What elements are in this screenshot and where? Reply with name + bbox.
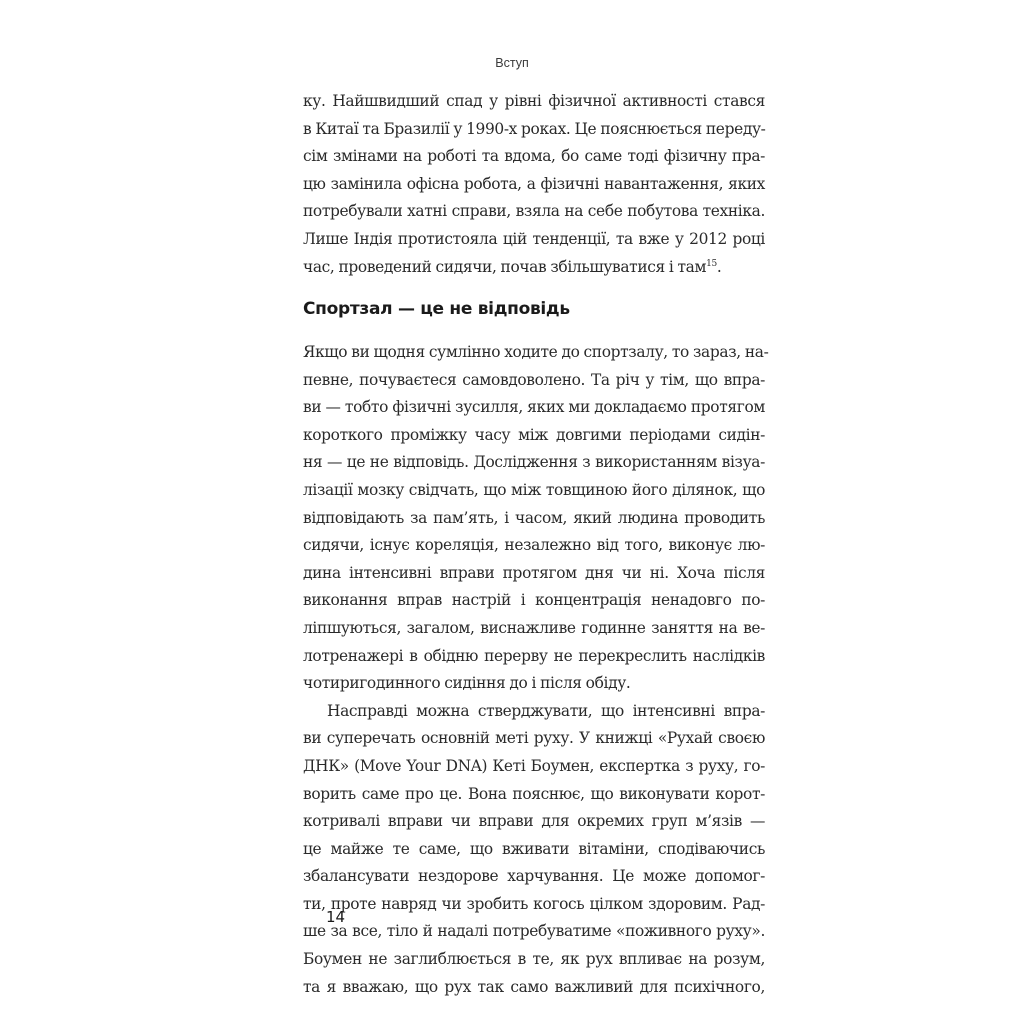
page-number: 14 (326, 908, 346, 926)
text-line: ви суперечать основній меті руху. У книжці «Рухай своєю (303, 729, 765, 748)
text-line: короткого проміжку часу між довгими періодами сидін- (303, 425, 765, 444)
text-line: ня — це не відповідь. Дослідження з використанням візуа- (303, 453, 765, 472)
text-line: збалансувати нездорове харчування. Це може допомог- (303, 867, 765, 886)
footnote-reference[interactable]: 15 (706, 258, 717, 269)
text-fragment: час, проведений сидячи, почав збільшуватися і там (303, 257, 707, 276)
text-line: Лише Індія протистояла цій тенденції, та вже у 2012 році (303, 229, 765, 248)
text-line-last (303, 254, 765, 282)
text-line: сидячи, існує кореляція, незалежно від того, виконує лю- (303, 536, 765, 555)
text-line: дина інтенсивні вправи протягом дня чи ні. Хоча після (303, 563, 765, 582)
text-line: цю замінила офісна робота, а фізичні навантаження, яких (303, 174, 765, 193)
intro-text-block (303, 88, 765, 281)
text-line: ше за все, тіло й надалі потребуватиме «поживного руху». (303, 922, 765, 941)
text-line: певне, почуваєтеся самовдоволено. Та річ у тім, що впра- (303, 370, 765, 389)
text-line: ти, проте навряд чи зробить когось цілком здоровим. Рад- (303, 894, 765, 913)
text-line: ку. Найшвидший спад у рівні фізичної активності стався (303, 92, 765, 110)
text-line: Боумен не заглиблюється в те, як рух впливає на розум, (303, 950, 765, 969)
section-heading: Спортзал — це не відповідь (303, 299, 570, 319)
text-line: котривалі вправи чи вправи для окремих груп м’язів — (303, 812, 765, 831)
text-line: Насправді можна стверджувати, що інтенсивні впра- (327, 701, 765, 720)
text-line: ворить саме про це. Вона пояснює, що виконувати корот- (303, 784, 765, 803)
text-line: лізації мозку свідчать, що між товщиною його ділянок, що (303, 480, 765, 499)
text-line: потребували хатні справи, взяла на себе побутова техніка. (303, 202, 765, 221)
text-line: ви — тобто фізичні зусилля, яких ми докладаємо протягом (303, 398, 765, 417)
text-line: відповідають за пам’ять, і часом, який людина проводить (303, 508, 765, 527)
text-line: виконання вправ настрій і концентрація ненадовго по- (303, 591, 765, 610)
text-line: лотренажері в обідню перерву не перекреслить наслідків (303, 646, 765, 665)
text-line: чотиригодинного сидіння до і після обіду. (303, 674, 631, 693)
text-line: сім змінами на роботі та вдома, бо саме тоді фізичну пра- (303, 147, 765, 166)
paragraph-1 (303, 339, 769, 698)
paragraph-2 (303, 698, 765, 1002)
text-line: ДНК» (Move Your DNA) Кеті Боумен, експертка з руху, го- (303, 756, 765, 775)
section-body (303, 339, 769, 1001)
text-line: ліпшуються, загалом, виснажливе годинне заняття на ве- (303, 618, 765, 637)
text-line: Якщо ви щодня сумлінно ходите до спортзалу, то зараз, на- (303, 343, 769, 361)
running-head: Вступ (495, 56, 529, 70)
text-line: в Китаї та Бразилії у 1990-х роках. Це пояснюється переду- (303, 119, 766, 138)
text-line: це майже те саме, що вживати вітаміни, сподіваючись (303, 839, 765, 858)
text-line: та я вважаю, що рух так само важливий для психічного, (303, 977, 765, 996)
final-punctuation: . (716, 257, 722, 276)
